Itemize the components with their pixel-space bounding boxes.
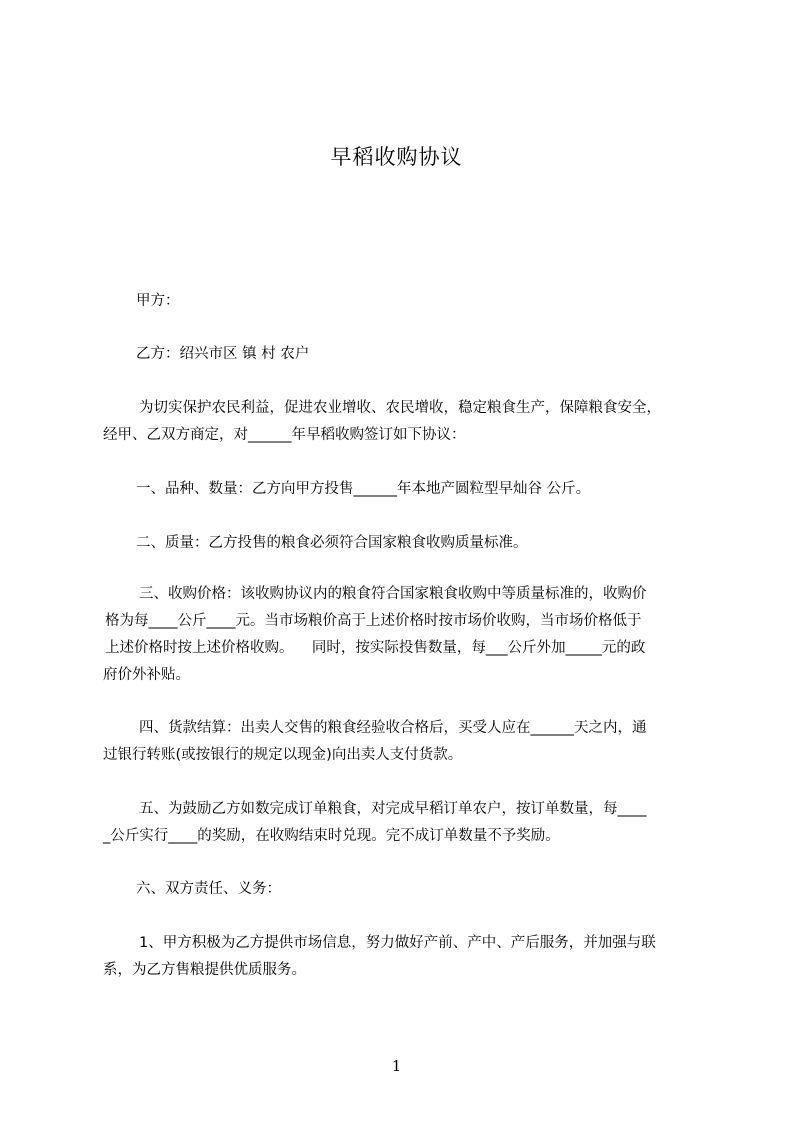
clause-1: 一、品种、数量：乙方向甲方投售______年本地产圆粒型早灿谷 公斤。 <box>136 481 591 497</box>
paragraph-line: 四、货款结算：出卖人交售的粮食经验收合格后，买受人应在______天之内，通 <box>139 720 647 736</box>
clause-6-heading: 六、双方责任、义务： <box>136 881 281 897</box>
paragraph-line: 三、收购价格：该收购协议内的粮食符合国家粮食收购中等质量标准的，收购价 <box>139 586 647 602</box>
paragraph-line: 经甲、乙双方商定，对______年早稻收购签订如下协议： <box>103 427 466 443</box>
paragraph-line: 过银行转账(或按银行的规定以现金)向出卖人支付货款。 <box>103 747 463 763</box>
paragraph-line: 格为每____公斤____元。当市场粮价高于上述价格时按市场价收购，当市场价格低于 <box>105 613 642 629</box>
paragraph-line: 1、甲方积极为乙方提供市场信息，努力做好产前、产中、产后服务，并加强与联 <box>139 935 656 951</box>
party-a-line: 甲方： <box>136 293 180 309</box>
clause-2: 二、质量：乙方投售的粮食必须符合国家粮食收购质量标准。 <box>136 535 528 551</box>
party-b-line: 乙方：绍兴市区 镇 村 农户 <box>136 346 310 362</box>
page-number: 1 <box>391 1057 402 1075</box>
paragraph-line: _公斤实行____的奖励，在收购结束时兑现。完不成订单数量不予奖励。 <box>103 828 560 844</box>
paragraph-line: 府价外补贴。 <box>103 667 190 683</box>
paragraph-line: 为切实保护农民利益，促进农业增收、农民增收，稳定粮食生产，保障粮食安全， <box>139 400 661 416</box>
paragraph-line: 系，为乙方售粮提供优质服务。 <box>103 962 306 978</box>
paragraph-line: 上述价格时按上述价格收购。 同时，按实际投售数量，每___公斤外加_____元的政 <box>105 640 646 656</box>
document-title: 早稻收购协议 <box>330 145 463 169</box>
paragraph-line: 五、为鼓励乙方如数完成订单粮食，对完成早稻订单农户，按订单数量，每____ <box>139 801 647 817</box>
